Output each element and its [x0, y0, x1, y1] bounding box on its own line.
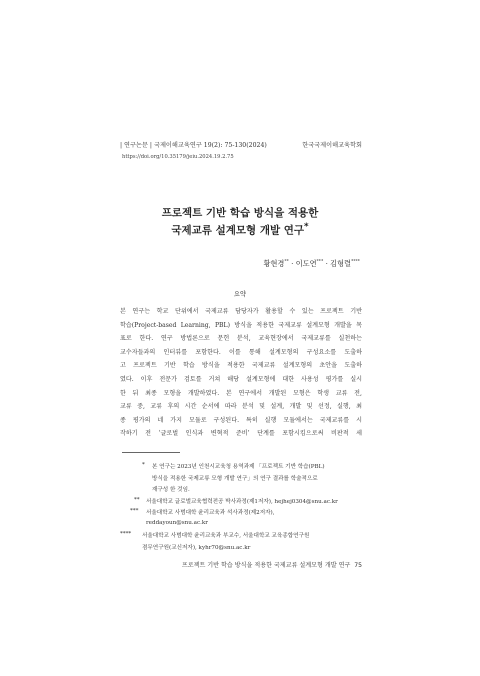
- author-separator: ·: [323, 259, 331, 268]
- society-name: 한국국제이해교육학회: [302, 142, 362, 149]
- author-3: 김형렬: [330, 259, 351, 268]
- author-1-mark: **: [284, 259, 289, 265]
- footnote-text: 겸무연구원(교신저자), kyhr70@snu.ac.kr: [142, 544, 251, 551]
- author-separator: ·: [288, 259, 296, 268]
- abstract-heading: 요약: [233, 291, 247, 298]
- footnote-text: 서울대학교 글로벌교육협력전공 박사과정(제1저자), hejhej0304@snu.ac.kr: [146, 498, 338, 505]
- footnote-mark: ***: [130, 508, 139, 514]
- page-footer: [182, 560, 362, 569]
- author-2: 이도연: [295, 259, 317, 268]
- footnote-mark: *: [142, 462, 145, 468]
- journal-citation: | 연구논문 | 국제이해교육연구 19(2): 75-130(2024): [120, 142, 267, 149]
- running-title: 프로젝트 기반 학습 방식을 적용한 국제교류 설계모형 개발 연구: [181, 562, 351, 569]
- doi-link[interactable]: https://doi.org/10.35179/jeiu.2024.19.2.75: [122, 154, 234, 160]
- abstract-line: 한 뒤 최종 모형을 개발하였다. 본 연구에서 개발된 모형은 학생 교류 전,: [120, 389, 362, 397]
- abstract-line: 표로 한다. 연구 방법론으로 문헌 분석, 교육현장에서 국제교류를 실천하는: [120, 335, 362, 343]
- abstract-line: 고 프로젝트 기반 학습 방식을 적용한 국제교류 설계모형의 초안을 도출하: [120, 362, 362, 370]
- footnote-mark: ****: [120, 531, 132, 537]
- abstract-line: 학습(Project-based Learning, PBL) 방식을 적용한 국제교류 설계모형 개발을 목: [120, 321, 362, 329]
- footnote-mark: **: [134, 496, 140, 503]
- abstract-line: 작하기 전 ‘글로벌 인식과 변혁적 준비’ 단계를 포함시킴으로써 비판적 세: [120, 430, 362, 438]
- footnote-text: 방식을 적용한 국제교류 모형 개발 연구」의 연구 결과를 학술적으로: [152, 475, 318, 482]
- author-3-mark: ****: [351, 259, 360, 265]
- abstract-line: 교류 중, 교류 후의 시간 순서에 따라 분석 및 설계, 개발 및 선정, 실행, 최: [120, 403, 362, 411]
- abstract-line: 본 연구는 학교 단위에서 국제교류 담당자가 활용할 수 있는 프로젝트 기반: [120, 308, 362, 315]
- title-line-1: 프로젝트 기반 학습 방식을 적용한: [161, 207, 319, 219]
- title-line-2-text: 국제교류 설계모형 개발 연구: [171, 224, 305, 237]
- page-number: 75: [354, 562, 362, 569]
- footnote-text: 서울대학교 사범대학 윤리교육과 석사과정(제2저자),: [146, 510, 275, 516]
- abstract-line: 종 평가의 네 가지 모듈로 구성된다. 특히 실행 모듈에서는 국제교류를 시: [120, 416, 362, 424]
- footnote-divider: [122, 452, 180, 453]
- title-line-2: [0, 222, 480, 238]
- footnote-text: 재구성 한 것임.: [152, 487, 190, 493]
- author-2-mark: ***: [316, 259, 324, 265]
- abstract-line: 였다. 이후 전문가 검토를 거쳐 해당 설계모형에 대한 사용성 평가를 실시: [120, 376, 362, 383]
- footnote-text: reddayoun@snu.ac.kr: [146, 519, 208, 526]
- footnote-text: 본 연구는 2023년 인천시교육청 용역과제 「프로젝트 기반 학습(PBL): [152, 464, 325, 470]
- author-list: [264, 259, 361, 269]
- footnote-text: 서울대학교 사범대학 윤리교육과 부교수, 서울대학교 교육종합연구원: [142, 533, 310, 539]
- running-header: [120, 140, 362, 152]
- title-footnote-mark: *: [304, 222, 309, 232]
- abstract-line: 교수자들과의 인터뷰를 포함한다. 이를 통해 설계모형의 구성요소를 도출하: [120, 348, 362, 356]
- author-1: 황현경: [263, 259, 285, 268]
